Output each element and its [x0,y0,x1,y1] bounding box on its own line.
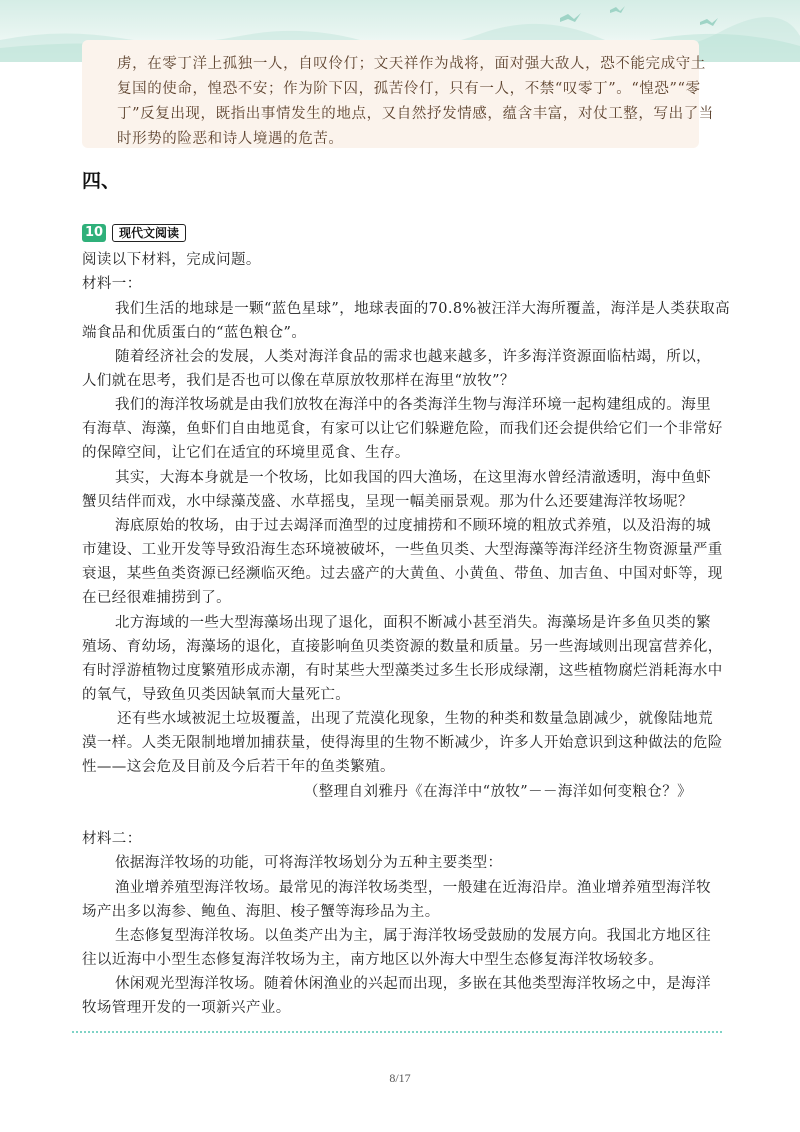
paragraph-line: 往以近海中小型生态修复海洋牧场为主，南方地区以外海大中型生态修复海洋牧场较多。 [82,952,664,968]
paragraph-line: 我们生活的地球是一颗“蓝色星球”，地球表面的70.8%被汪洋大海所覆盖，海洋是人类获取高 [115,301,730,317]
paragraph-line: 依据海洋牧场的功能，可将海洋牧场划分为五种主要类型： [115,855,503,871]
source-citation: （整理自刘雅丹《在海洋中“放牧”－－海洋如何变粮仓？》 [303,784,692,800]
paragraph-line: 场产出多以海参、鲍鱼、海胆、梭子蟹等海珍品为主。 [82,904,440,920]
note-line: 复国的使命，惶恐不安；作为阶下囚，孤苦伶仃，只有一人，不禁“叹零丁”。“惶恐”“零 [117,81,701,97]
question-number-badge: 10 [82,224,106,242]
paragraph-line: 的氧气，导致鱼贝类因缺氧而大量死亡。 [82,687,351,703]
paragraph-line: 殖场、育幼场，海藻场的退化，直接影响鱼贝类资源的数量和质量。另一些海域则出现富营养化， [82,639,723,655]
paragraph-line: 渔业增养殖型海洋牧场。最常见的海洋牧场类型，一般建在近海沿岸。渔业增养殖型海洋牧 [115,880,711,896]
paragraph-line: 蟹贝结伴而戏，水中绿藻茂盛、水草摇曳，呈现一幅美丽景观。那为什么还要建海洋牧场呢？ [82,494,693,510]
paragraph-line: 端食品和优质蛋白的“蓝色粮仓”。 [82,325,307,341]
note-line: 丁”反复出现，既指出事情发生的地点，又自然抒发情感，蕴含丰富，对仗工整，写出了当 [117,106,714,122]
paragraph-line: 人们就在思考，我们是否也可以像在草原放牧那样在海里“放牧”？ [82,373,515,389]
paragraph-line: 在已经很难捕捞到了。 [82,590,231,606]
note-line: 时形势的险恶和诗人境遇的危苦。 [117,131,344,147]
paragraph-line: 有海草、海藻，鱼虾们自由地觅食，有家可以让它们躲避危险，而我们还会提供给它们一个非常好 [82,421,723,437]
section-heading: 四、 [82,170,121,192]
paragraph-line: 随着经济社会的发展，人类对海洋食品的需求也越来越多，许多海洋资源面临枯竭，所以， [115,349,711,365]
paragraph-line: 我们的海洋牧场就是由我们放牧在海洋中的各类海洋生物与海洋环境一起构建组成的。海里 [115,397,711,413]
paragraph-line: 有时浮游植物过度繁殖形成赤潮，有时某些大型藻类过多生长形成绿潮，这些植物腐烂消耗海水中 [82,663,723,679]
paragraph-line: 其实，大海本身就是一个牧场，比如我国的四大渔场，在这里海水曾经清澈透明，海中鱼虾 [115,470,711,486]
material-label: 材料二： [82,831,142,847]
paragraph-line: 牧场管理开发的一项新兴产业。 [82,1000,291,1016]
page-number: 8/17 [389,1071,411,1085]
paragraph-line: 北方海域的一些大型海藻场出现了退化，面积不断减小甚至消失。海藻场是许多鱼贝类的繁 [115,615,711,631]
question-type-tag: 现代文阅读 [112,224,186,242]
paragraph-line: 海底原始的牧场，由于过去竭泽而渔型的过度捕捞和不顾环境的粗放式养殖，以及沿海的城 [115,518,711,534]
paragraph-line: 漠一样。人类无限制地增加捕获量，使得海里的生物不断减少，许多人开始意识到这种做法的危险 [82,735,723,751]
question-instruction: 阅读以下材料，完成问题。 [82,252,261,268]
paragraph-line: 的保障空间，让它们在适宜的环境里觅食、生存。 [82,445,410,461]
paragraph-line: 衰退，某些鱼类资源已经濒临灭绝。过去盛产的大黄鱼、小黄鱼、带鱼、加吉鱼、中国对虾等，现 [82,566,723,582]
paragraph-line: 休闲观光型海洋牧场。随着休闲渔业的兴起而出现，多嵌在其他类型海洋牧场之中，是海洋 [115,976,711,992]
paragraph-line: 市建设、工业开发等导致沿海生态环境被破坏，一些鱼贝类、大型海藻等海洋经济生物资源量严重 [82,542,723,558]
footer-divider [72,1031,722,1033]
paragraph-line: 还有些水域被泥土垃圾覆盖，出现了荒漠化现象，生物的种类和数量急剧减少，就像陆地荒 [117,711,713,727]
paragraph-line: 性——这会危及目前及今后若干年的鱼类繁殖。 [82,759,395,775]
paragraph-line: 生态修复型海洋牧场。以鱼类产出为主，属于海洋牧场受鼓励的发展方向。我国北方地区往 [115,928,711,944]
material-label: 材料一： [82,276,142,292]
note-line: 虏，在零丁洋上孤独一人，自叹伶仃；文天祥作为战将，面对强大敌人，恐不能完成守土 [117,56,706,72]
